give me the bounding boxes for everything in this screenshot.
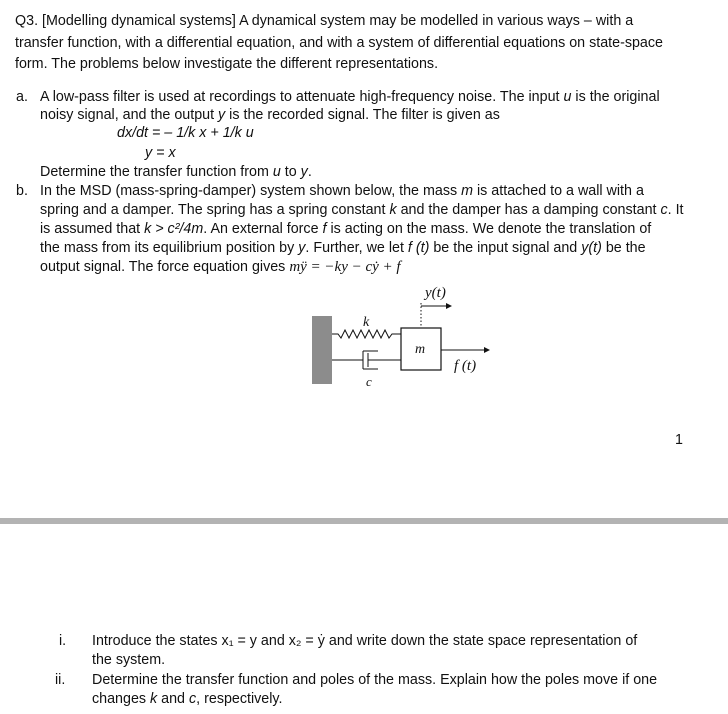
subpart-ii-line-2: changes k and c, respectively.	[92, 691, 283, 707]
subpart-i-marker: i.	[59, 633, 67, 649]
subpart-i-line-1: Introduce the states x₁ = y and x₂ = ẏ and write down the state space representation of	[92, 633, 638, 649]
label-k: k	[363, 315, 370, 330]
wall	[312, 316, 332, 384]
part-a-line-1: A low-pass filter is used at recordings to attenuate high-frequency noise. The input u is the original	[40, 89, 660, 105]
subpart-ii-line-1: Determine the transfer function and poles of the mass. Explain how the poles move if one	[92, 672, 658, 688]
output-equation: y = x	[145, 145, 176, 161]
subpart-ii-marker: ii.	[55, 672, 66, 688]
label-f: f (t)	[454, 358, 477, 374]
page-number: 1	[675, 432, 683, 448]
question-heading-line-2: transfer function, with a differential equation, and with a system of differential equations on state-space	[15, 35, 663, 51]
force-equation: mÿ = −ky − cẏ + f	[289, 259, 401, 275]
page-break	[0, 518, 728, 524]
part-b-line-3: is assumed that k > c²/4m. An external force f is acting on the mass. We denote the translation of	[40, 221, 652, 237]
filter-equation: dx/dt = – 1/k x + 1/k u	[117, 125, 254, 141]
part-b-marker: b.	[16, 183, 28, 199]
part-b-line-4: the mass from its equilibrium position by y. Further, we let f (t) be the input signal and y(t) be the	[40, 240, 646, 256]
label-m: m	[415, 342, 426, 357]
part-b-line-2: spring and a damper. The spring has a spring constant k and the damper has a damping constant c. It	[40, 202, 684, 218]
part-a-marker: a.	[16, 89, 28, 105]
damper	[332, 351, 401, 369]
displacement-arrowhead	[446, 303, 452, 309]
subpart-i-line-2: the system.	[92, 652, 166, 668]
question-heading-line-1: Q3. [Modelling dynamical systems] A dynamical system may be modelled in various ways – with a	[15, 13, 634, 29]
question-heading-line-3: form. The problems below investigate the different representations.	[15, 56, 439, 72]
part-a-question: Determine the transfer function from u to y.	[40, 164, 312, 180]
label-y: y(t)	[425, 285, 446, 301]
part-a-line-2: noisy signal, and the output y is the recorded signal. The filter is given as	[40, 107, 500, 123]
force-arrowhead	[484, 347, 490, 353]
part-b-line-1: In the MSD (mass-spring-damper) system shown below, the mass m is attached to a wall with a	[40, 183, 644, 199]
label-c: c	[366, 374, 372, 389]
part-b-line-5: output signal. The force equation gives mÿ = −ky − cẏ + f	[40, 259, 401, 275]
